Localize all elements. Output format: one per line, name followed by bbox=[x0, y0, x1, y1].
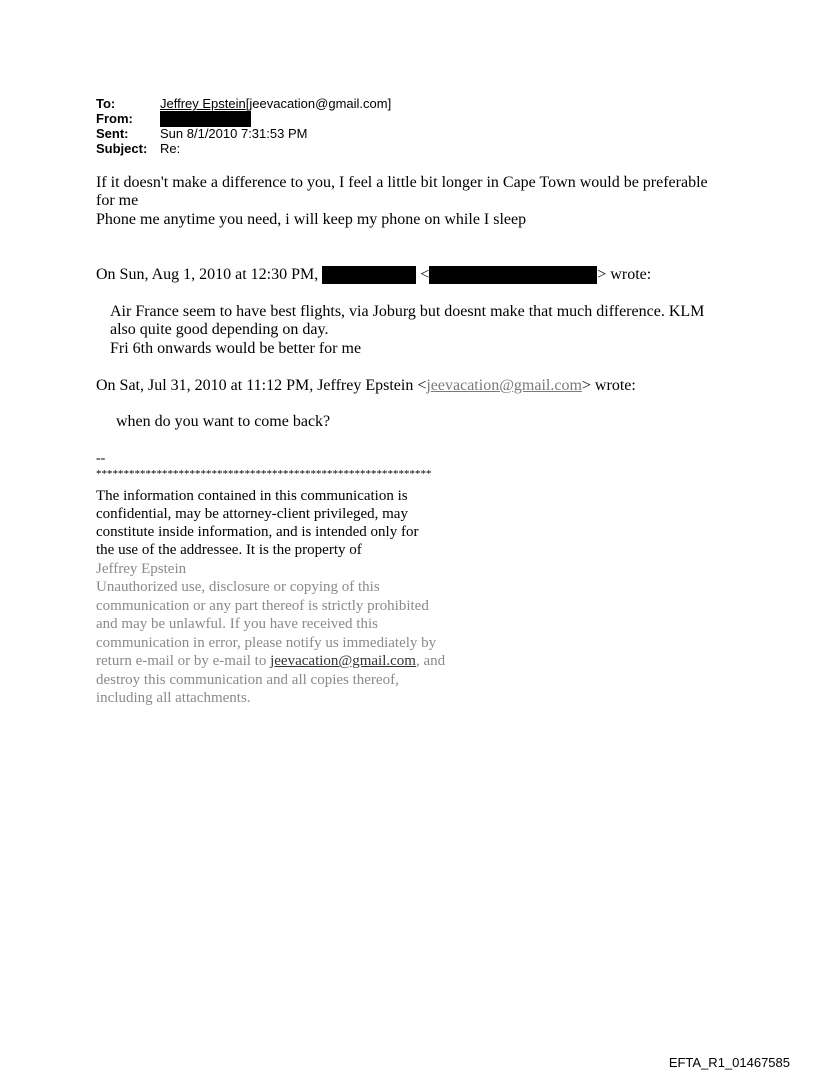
from-redaction bbox=[160, 111, 251, 127]
quote1-intro-suffix: > wrote: bbox=[597, 266, 652, 283]
signature-stars: ************************************************************* bbox=[96, 468, 432, 480]
quote1-line-1: Air France seem to have best flights, via Joburg but doesnt make that much difference. KLM bbox=[110, 303, 705, 320]
quote2-intro-suffix: > wrote: bbox=[581, 377, 636, 394]
subject-label: Subject: bbox=[96, 141, 148, 156]
disclaimer-line-9: communication in error, please notify us immediately by bbox=[96, 635, 437, 651]
sent-value: Sun 8/1/2010 7:31:53 PM bbox=[160, 126, 308, 141]
quote1-email-redaction bbox=[429, 266, 597, 284]
disclaimer-line-6: Unauthorized use, disclosure or copying of this bbox=[96, 579, 380, 595]
disclaimer-line-4: the use of the addressee. It is the property of bbox=[96, 542, 362, 558]
disclaimer-line-5: Jeffrey Epstein bbox=[96, 561, 187, 577]
from-value bbox=[160, 111, 251, 127]
body-line-2: for me bbox=[96, 192, 139, 209]
disclaimer-line-11: destroy this communication and all copies thereof, bbox=[96, 672, 399, 688]
document-id: EFTA_R1_01467585 bbox=[668, 1055, 790, 1070]
quote1-line-3: Fri 6th onwards would be better for me bbox=[110, 340, 362, 357]
quote1-name-redaction bbox=[322, 266, 416, 284]
quote2-email-link[interactable]: jeevacation@gmail.com bbox=[426, 377, 582, 394]
to-name: Jeffrey Epstein bbox=[160, 96, 246, 111]
disclaimer-line-2: confidential, may be attorney-client privileged, may bbox=[96, 506, 408, 522]
disclaimer-line-12: including all attachments. bbox=[96, 690, 251, 706]
signature-dashes: -- bbox=[96, 451, 106, 466]
quote1-intro bbox=[96, 266, 651, 284]
quote2-intro-prefix: On Sat, Jul 31, 2010 at 11:12 PM, Jeffrey Epstein < bbox=[96, 377, 427, 394]
body-line-3: Phone me anytime you need, i will keep my phone on while I sleep bbox=[96, 211, 527, 228]
to-email: [jeevacation@gmail.com] bbox=[245, 96, 392, 111]
subject-value: Re: bbox=[160, 141, 181, 156]
disclaimer-line-10-prefix: return e-mail or by e-mail to bbox=[96, 653, 267, 669]
disclaimer-email-link[interactable]: jeevacation@gmail.com bbox=[270, 653, 416, 669]
sent-label: Sent: bbox=[96, 126, 129, 141]
disclaimer-line-10-suffix: , and bbox=[415, 653, 446, 669]
body-line-1: If it doesn't make a difference to you, I feel a little bit longer in Cape Town would be preferable bbox=[96, 174, 708, 191]
disclaimer-line-8: and may be unlawful. If you have received this bbox=[96, 616, 378, 632]
quote2-intro bbox=[96, 377, 636, 395]
disclaimer-line-7: communication or any part thereof is strictly prohibited bbox=[96, 598, 429, 614]
quote1-line-2: also quite good depending on day. bbox=[110, 321, 329, 338]
disclaimer-line-3: constitute inside information, and is intended only for bbox=[96, 524, 419, 540]
disclaimer-line-10 bbox=[96, 652, 445, 670]
from-label: From: bbox=[96, 111, 133, 126]
disclaimer-line-1: The information contained in this communication is bbox=[96, 488, 408, 504]
quote1-intro-lt: < bbox=[420, 266, 430, 283]
to-label: To: bbox=[96, 96, 116, 111]
to-value bbox=[160, 96, 391, 111]
quote1-intro-prefix: On Sun, Aug 1, 2010 at 12:30 PM, bbox=[96, 266, 319, 283]
quote2-line-1: when do you want to come back? bbox=[116, 413, 331, 430]
